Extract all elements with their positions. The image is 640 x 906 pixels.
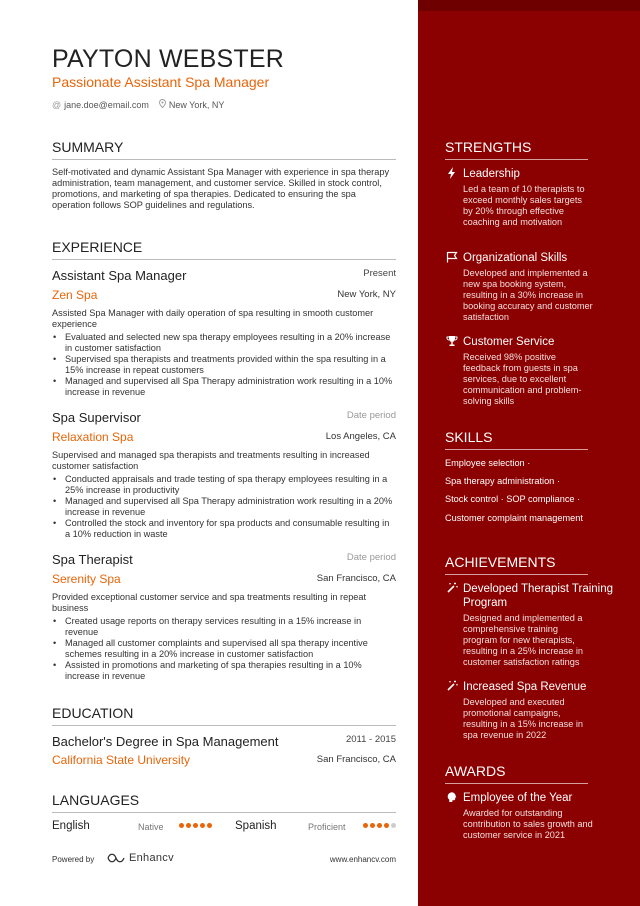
- job-location: San Francisco, CA: [316, 573, 396, 584]
- magic-wand-icon: [445, 582, 458, 595]
- strengths-title: STRENGTHS: [445, 139, 532, 155]
- rating-dot-empty: [391, 823, 396, 828]
- strength-description: Led a team of 10 therapists to exceed monthly sales targets by 20% through effective coaching and motivation: [463, 184, 585, 227]
- award-title: Employee of the Year: [463, 792, 573, 804]
- rating-dot-filled: [186, 823, 191, 828]
- strength-description: Developed and implemented a new spa booking system, resulting in a 30% increase in booking accuracy and customer satisfaction: [463, 268, 593, 322]
- rating-dot-filled: [207, 823, 212, 828]
- rating-dot-filled: [370, 823, 375, 828]
- summary-text: Self-motivated and dynamic Assistant Spa Manager with experience in spa therapy administration, team management, and customer service. Skilled in stock control, promotions, and marketing of spa therapies. Dedicated to ensuring the spa operation follows SOP guidelines and regulations.: [52, 167, 390, 210]
- bullet-item: • Managed all customer complaints and supervised all spa therapy incentive schemes resulting in a 20% increase in customer satisfaction: [52, 638, 396, 660]
- skill-line: Customer complaint management: [445, 513, 583, 523]
- contact-line: [52, 99, 224, 110]
- bullet-item: • Evaluated and selected new spa therapy employees resulting in a 20% increase in customer satisfaction: [52, 332, 396, 354]
- candidate-role: Passionate Assistant Spa Manager: [52, 74, 270, 90]
- enhancv-logo[interactable]: [106, 852, 174, 864]
- job-description: Supervised and managed spa therapists and treatments resulting in increased customer satisfaction: [52, 450, 370, 471]
- candidate-name: PAYTON WEBSTER: [52, 45, 284, 73]
- strengths-divider: [445, 159, 588, 160]
- skill-line: Spa therapy administration ·: [445, 476, 560, 486]
- company-name: Zen Spa: [52, 288, 98, 302]
- strength-title: Leadership: [463, 168, 520, 180]
- experience-divider: [52, 259, 396, 260]
- languages-divider: [52, 812, 396, 813]
- rating-dot-filled: [377, 823, 382, 828]
- bullet-item: • Conducted appraisals and trade testing of spa therapy employees resulting in a 25% increase in productivity: [52, 474, 396, 496]
- rating-dot-filled: [200, 823, 205, 828]
- achievement-title: Developed Therapist Training Program: [463, 583, 614, 609]
- pin-icon: [159, 99, 166, 110]
- awards-title: AWARDS: [445, 763, 506, 779]
- skills-divider: [445, 449, 588, 450]
- language-name: English: [52, 820, 90, 832]
- award-description: Awarded for outstanding contribution to sales growth and customer service in 2021: [463, 808, 593, 840]
- achievement-title: Increased Spa Revenue: [463, 681, 587, 693]
- sidebar-top-band: [418, 0, 640, 11]
- language-level: Native: [138, 822, 164, 832]
- school-location: San Francisco, CA: [316, 754, 396, 765]
- job-bullets: [52, 474, 396, 540]
- job-bullets: [52, 332, 396, 398]
- strength-title: Organizational Skills: [463, 252, 568, 264]
- rating-dot-filled: [193, 823, 198, 828]
- degree-title: Bachelor's Degree in Spa Management: [52, 734, 279, 749]
- job-date: Date period: [346, 552, 396, 563]
- job-title: Assistant Spa Manager: [52, 268, 187, 283]
- skills-title: SKILLS: [445, 429, 493, 445]
- flag-icon: [445, 251, 458, 264]
- bullet-item: • Managed and supervised all Spa Therapy administration work resulting in a 10% increase in revenue: [52, 376, 396, 398]
- bullet-item: • Supervised spa therapists and treatments provided within the spa resulting in a 15% increase in repeat customers: [52, 354, 396, 376]
- summary-title: SUMMARY: [52, 139, 124, 155]
- job-date: Date period: [346, 410, 396, 421]
- job-bullets: [52, 616, 396, 682]
- language-rating: [363, 823, 396, 828]
- job-title: Spa Therapist: [52, 552, 133, 567]
- summary-divider: [52, 159, 396, 160]
- company-name: Serenity Spa: [52, 572, 121, 586]
- job-description: Provided exceptional customer service and spa treatments resulting in repeat business: [52, 592, 367, 613]
- skill-line: Employee selection ·: [445, 458, 531, 468]
- achievements-title: ACHIEVEMENTS: [445, 554, 556, 570]
- education-divider: [52, 725, 396, 726]
- rating-dot-filled: [384, 823, 389, 828]
- languages-title: LANGUAGES: [52, 792, 140, 808]
- website-link[interactable]: www.enhancv.com: [329, 855, 396, 864]
- strength-description: Received 98% positive feedback from guests in spa services, due to excellent communication and problem-solving skills: [463, 352, 582, 406]
- bullet-item: • Created usage reports on therapy services resulting in a 15% increase in revenue: [52, 616, 396, 638]
- bullet-item: • Controlled the stock and inventory for spa products and consumable resulting in a 10% reduction in waste: [52, 518, 396, 540]
- achievements-divider: [445, 574, 588, 575]
- at-icon: @: [52, 99, 62, 110]
- brand-name: Enhancv: [129, 852, 174, 864]
- job-date: Present: [363, 268, 396, 279]
- experience-title: EXPERIENCE: [52, 239, 143, 255]
- enhancv-logo-icon: [106, 852, 126, 864]
- achievement-description: Developed and executed promotional campaigns, resulting in a 15% increase in spa revenue in 2022: [463, 697, 584, 740]
- achievement-description: Designed and implemented a comprehensive training program for new therapists, resulting in a 25% increase in customer satisfaction ratings: [463, 613, 584, 667]
- footer: [52, 854, 396, 868]
- bullet-item: • Managed and supervised all Spa Therapy administration work resulting in a 20% increase in revenue: [52, 496, 396, 518]
- bullet-item: • Assisted in promotions and marketing of spa therapies resulting in a 10% increase in revenue: [52, 660, 396, 682]
- awards-divider: [445, 783, 588, 784]
- strength-title: Customer Service: [463, 336, 555, 348]
- email-text[interactable]: jane.doe@email.com: [64, 99, 149, 110]
- school-name: California State University: [52, 753, 191, 767]
- language-name: Spanish: [235, 820, 277, 832]
- job-description: Assisted Spa Manager with daily operation of spa resulting in smooth customer experience: [52, 308, 374, 329]
- brain-icon: [445, 791, 458, 804]
- sidebar: [418, 0, 640, 906]
- education-title: EDUCATION: [52, 705, 134, 721]
- trophy-icon: [445, 335, 458, 348]
- language-rating: [179, 823, 212, 828]
- education-date: 2011 - 2015: [345, 734, 396, 745]
- job-location: New York, NY: [337, 289, 396, 300]
- company-name: Relaxation Spa: [52, 430, 134, 444]
- lightning-icon: [445, 167, 458, 180]
- languages-row: [52, 820, 396, 834]
- language-level: Proficient: [308, 822, 346, 832]
- skill-line: Stock control · SOP compliance ·: [445, 494, 581, 504]
- rating-dot-filled: [363, 823, 368, 828]
- powered-by-text: Powered by: [52, 855, 95, 864]
- job-title: Spa Supervisor: [52, 410, 141, 425]
- rating-dot-filled: [179, 823, 184, 828]
- location-text: New York, NY: [168, 99, 225, 110]
- magic-wand-icon: [445, 680, 458, 693]
- job-location: Los Angeles, CA: [325, 431, 396, 442]
